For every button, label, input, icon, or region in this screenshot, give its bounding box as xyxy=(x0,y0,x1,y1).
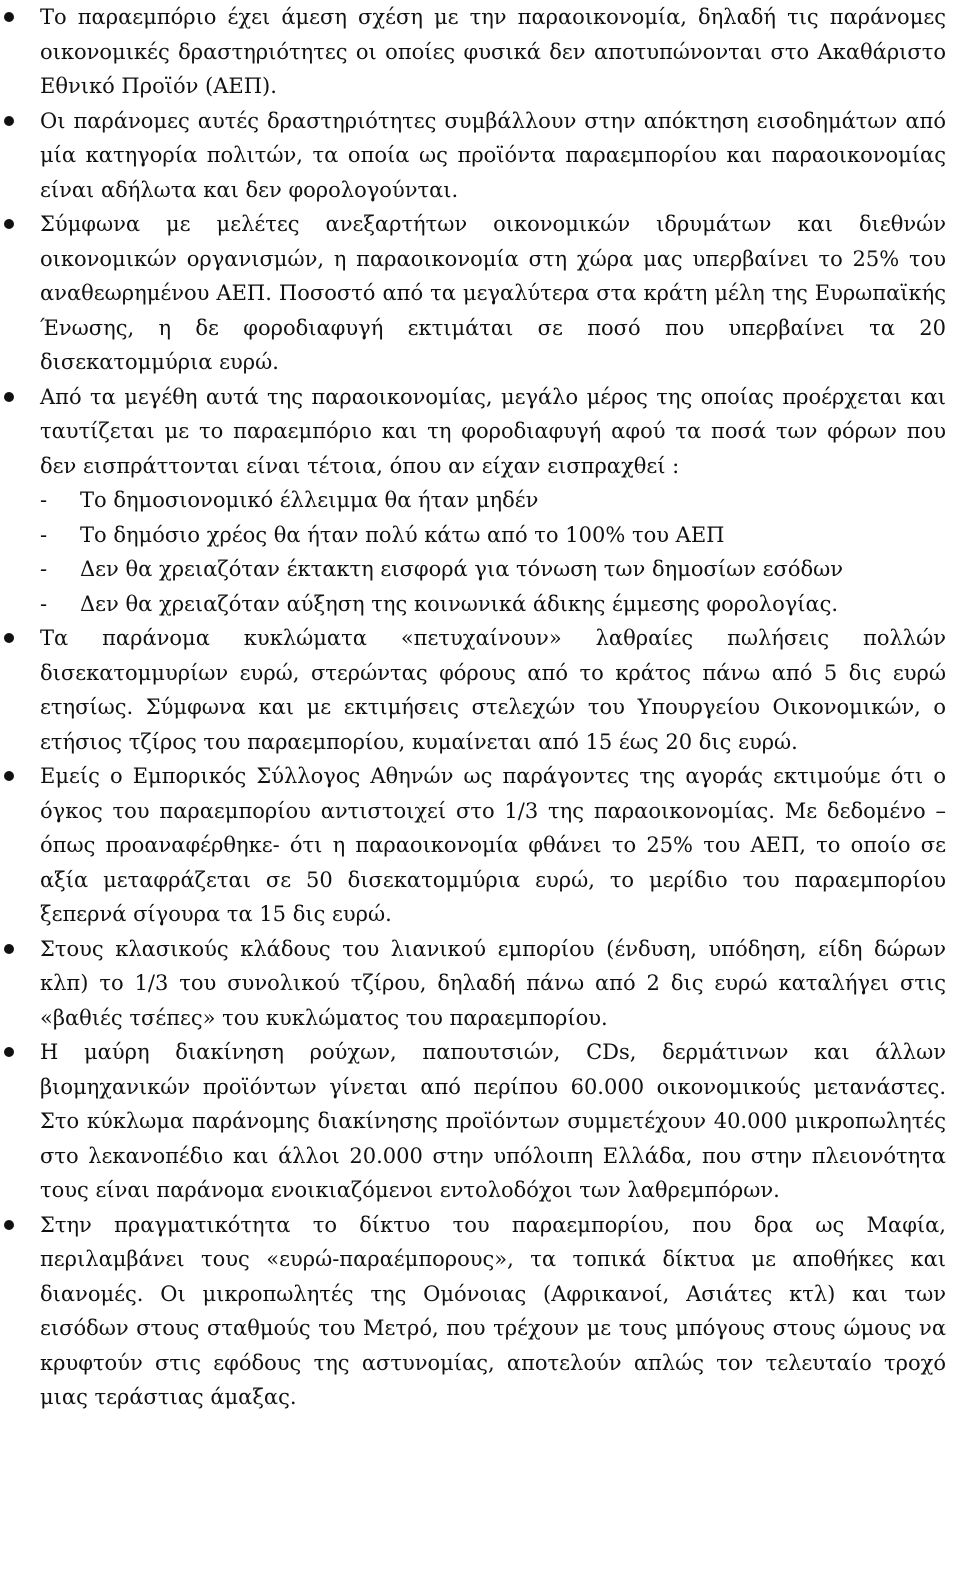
dash-marker: - xyxy=(40,522,48,547)
bullet-dot-icon xyxy=(4,633,14,643)
bullet-dot-icon xyxy=(4,219,14,229)
list-item-text: Οι παράνομες αυτές δραστηριότητες συμβάλλουν στην απόκτηση εισοδημάτων από μία κατηγορία πολιτών, τα οποία ως προϊόντα παραεμπορίου και παραοικονομίας είναι αδήλωτα και δεν φορολογούνται. xyxy=(40,108,946,202)
bullet-dot-icon xyxy=(4,116,14,126)
list-item xyxy=(0,104,946,208)
list-item-text: Στην πραγματικότητα το δίκτυο του παραεμπορίου, που δρα ως Μαφία, περιλαμβάνει τους «ευρώ-παραέμπορους», τα τοπικά δίκτυα με αποθήκες και διανομές. Οι μικροπωλητές της Ομόνοιας (Αφρικανοί, Ασιάτες κτλ) και των εισόδων στους σταθμούς του Μετρό, που τρέχουν με τους μπόγους στους ώμους να κρυφτούν στις εφόδους της αστυνομίας, αποτελούν απλώς τον τελευταίο τροχό μιας τεράστιας άμαξας. xyxy=(40,1212,946,1409)
list-item-text: Από τα μεγέθη αυτά της παραοικονομίας, μεγάλο μέρος της οποίας προέρχεται και ταυτίζεται με το παραεμπόριο και τη φοροδιαφυγή αφού τα ποσά των φόρων που δεν εισπράττονται είναι τέτοια, όπου αν είχαν εισπραχθεί : xyxy=(40,384,946,478)
bullet-dot-icon xyxy=(4,12,14,22)
list-item-text: Σύμφωνα με μελέτες ανεξαρτήτων οικονομικών ιδρυμάτων και διεθνών οικονομικών οργανισμών, η παραοικονομία στη χώρα μας υπερβαίνει το 25% του αναθεωρημένου ΑΕΠ. Ποσοστό από τα μεγαλύτερα στα κράτη μέλη της Ευρωπαϊκής Ένωσης, η δε φοροδιαφυγή εκτιμάται σε ποσό που υπερβαίνει τα 20 δισεκατομμύρια ευρώ. xyxy=(40,212,946,374)
list-item-text: Εμείς ο Εμπορικός Σύλλογος Αθηνών ως παράγοντες της αγοράς εκτιμούμε ότι ο όγκος του παραεμπορίου αντιστοιχεί στο 1/3 της παραοικονομίας. Με δεδομένο –όπως προαναφέρθηκε- ότι η παραοικονομία φθάνει το 25% του ΑΕΠ, το οποίο σε αξία μεταφράζεται σε 50 δισεκατομμύρια ευρώ, το μερίδιο του παραεμπορίου ξεπερνά σίγουρα τα 15 δις ευρώ. xyxy=(40,764,946,926)
dash-subitem xyxy=(40,483,946,518)
dash-subitem xyxy=(40,552,946,587)
list-item xyxy=(0,0,946,104)
dash-subitem xyxy=(40,518,946,553)
dash-subitem-text: Δεν θα χρειαζόταν έκτακτη εισφορά για τόνωση των δημοσίων εσόδων xyxy=(80,557,844,581)
list-item-text: Η μαύρη διακίνηση ρούχων, παπουτσιών, CDs, δερμάτινων και άλλων βιομηχανικών προϊόντων γίνεται από περίπου 60.000 οικονομικούς μετανάστες. Στο κύκλωμα παράνομης διακίνησης προϊόντων συμμετέχουν 40.000 μικροπωλητές στο λεκανοπέδιο και άλλοι 20.000 στην υπόλοιπη Ελλάδα, που στην πλειονότητα τους είναι παράνομα ενοικιαζόμενοι εντολοδόχοι των λαθρεμπόρων. xyxy=(40,1040,946,1202)
list-item-text: Στους κλασικούς κλάδους του λιανικού εμπορίου (ένδυση, υπόδηση, είδη δώρων κλπ) το 1/3 του συνολικού τζίρου, δηλαδή πάνω από 2 δις ευρώ καταλήγει στις «βαθιές τσέπες» του κυκλώματος του παραεμπορίου. xyxy=(40,936,946,1030)
dash-marker: - xyxy=(40,591,48,616)
list-item xyxy=(0,759,946,932)
list-item xyxy=(0,1208,946,1415)
dash-subitem-text: Δεν θα χρειαζόταν αύξηση της κοινωνικά άδικης έμμεσης φορολογίας. xyxy=(80,591,839,616)
dash-subitem xyxy=(40,587,946,622)
bullet-dot-icon xyxy=(4,392,14,402)
list-item xyxy=(0,1035,946,1208)
list-item-text: Το παραεμπόριο έχει άμεση σχέση με την παραοικονομία, δηλαδή τις παράνομες οικονομικές δραστηριότητες οι οποίες φυσικά δεν αποτυπώνονται στο Ακαθάριστο Εθνικό Προϊόν (ΑΕΠ). xyxy=(40,5,946,98)
dash-subitem-text: Το δημοσιονομικό έλλειμμα θα ήταν μηδέν xyxy=(80,488,539,512)
bullet-dot-icon xyxy=(4,1220,14,1230)
dash-marker: - xyxy=(40,557,48,581)
bullet-dot-icon xyxy=(4,944,14,954)
dash-marker: - xyxy=(40,488,48,512)
bullet-dot-icon xyxy=(4,771,14,781)
list-item xyxy=(0,207,946,380)
list-item-text: Τα παράνομα κυκλώματα «πετυχαίνουν» λαθραίες πωλήσεις πολλών δισεκατομμυρίων ευρώ, στερώντας φόρους από το κράτος πάνω από 5 δις ευρώ ετησίως. Σύμφωνα και με εκτιμήσεις στελεχών του Υπουργείου Οικονομικών, ο ετήσιος τζίρος του παραεμπορίου, κυμαίνεται από 15 έως 20 δις ευρώ. xyxy=(40,626,946,754)
bullet-dot-icon xyxy=(4,1047,14,1057)
list-item xyxy=(0,932,946,1036)
list-item xyxy=(0,621,946,759)
list-item xyxy=(0,380,946,622)
dash-subitem-text: Το δημόσιο χρέος θα ήταν πολύ κάτω από το 100% του ΑΕΠ xyxy=(80,522,725,547)
